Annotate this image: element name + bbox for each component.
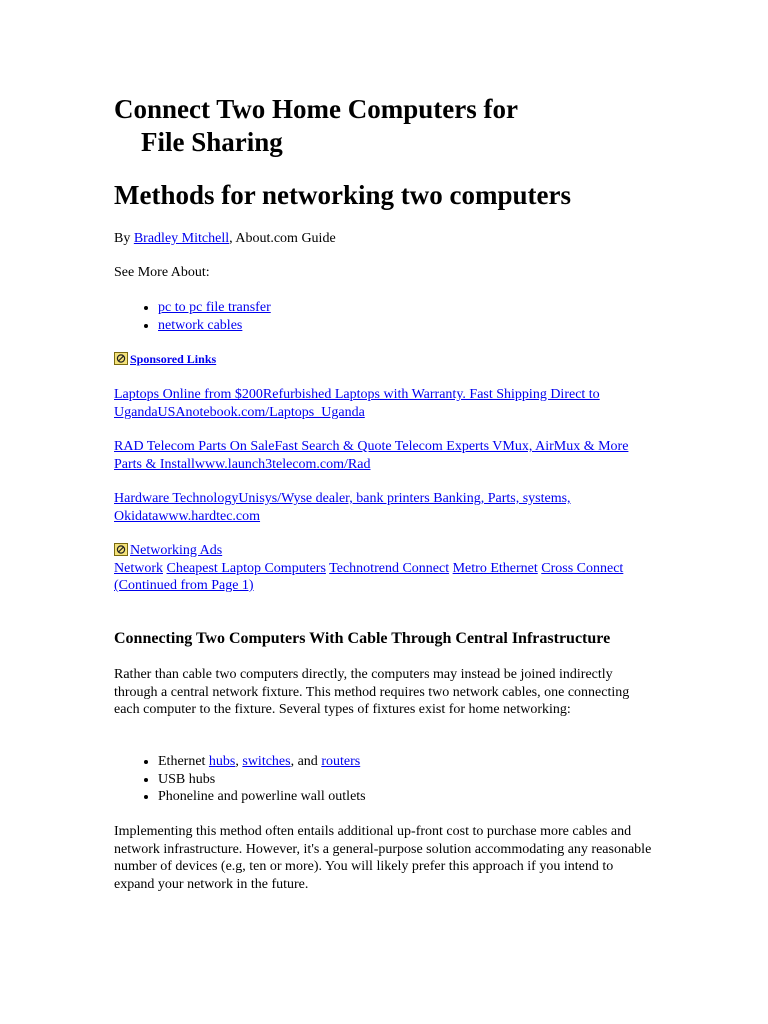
see-more-link-network-cables[interactable]: network cables [158,317,243,333]
see-more-link-file-transfer[interactable]: pc to pc file transfer [158,300,271,315]
list-item: • USB hubs [158,771,366,789]
ad-link-metro-ethernet[interactable]: Metro Ethernet [452,560,538,576]
networking-ads-links [114,560,654,578]
ad-link-cross-connect[interactable]: Cross Connect [541,560,624,576]
continued-from-page-link[interactable]: (Continued from Page 1) [114,578,254,593]
title-line-1: Connect Two Home Computers for [114,94,518,124]
routers-link[interactable]: routers [321,754,361,769]
see-more-list [114,299,271,334]
ad-link-hardware[interactable]: Hardware TechnologyUnisys/Wyse dealer, bank printers Banking, Parts, systems, Okidatawww.hardtec.com [114,491,571,524]
ad-link-cheapest-laptop[interactable]: Cheapest Laptop Computers [166,560,326,576]
title-line-2: File Sharing [141,127,283,157]
byline [114,230,654,248]
continued-line [114,577,654,595]
section-paragraph-1: Rather than cable two computers directly, the computers may instead be joined indirectly through a central network fixture. This method requires two network cables, one connecting each computer to the fixture. Several types of fixtures exist for home networking: [114,667,630,717]
sponsored-links-link[interactable]: Sponsored Links [130,352,217,366]
fixture-list [114,753,366,806]
networking-ads-link[interactable]: Networking Ads [130,543,223,558]
list-item [158,317,271,335]
bullet-separator: , [235,754,243,769]
author-link[interactable]: Bradley Mitchell [133,231,230,246]
page-subtitle: Methods for networking two computers [114,180,571,210]
ad-link-rad-telecom[interactable]: RAD Telecom Parts On SaleFast Search & Quote Telecom Experts VMux, AirMux & More Parts & Installwww.launch3telecom.com/Rad [114,439,629,472]
section-paragraph-2: Implementing this method often entails additional up-front cost to purchase more cables and network infrastructure. However, it's a general-purpose solution accommodating any reasonable number of devices (e.g, ten or more). You will likely prefer this approach if you intend to expand your network in the future. [114,824,652,892]
hubs-link[interactable]: hubs [208,754,236,769]
sponsored-ad-2 [114,438,654,473]
adchoices-icon[interactable] [114,543,128,556]
ad-link-network[interactable]: Network [114,560,163,576]
see-more-label: See More About: [114,265,210,280]
networking-ads-block [114,542,654,595]
ad-link-technotrend[interactable]: Technotrend Connect [329,560,450,576]
ad-link-laptops[interactable]: Laptops Online from $200Refurbished Laptops with Warranty. Fast Shipping Direct to UgandaUSAnotebook.com/Laptops_Uganda [114,387,600,420]
list-item [158,753,366,771]
byline-suffix: , About.com Guide [229,231,336,246]
list-item [158,299,271,317]
switches-link[interactable]: switches [242,754,291,769]
byline-prefix: By [114,231,134,246]
adchoices-icon[interactable] [114,352,128,365]
section-heading: Connecting Two Computers With Cable Through Central Infrastructure [114,630,611,647]
sponsored-ad-3 [114,490,654,525]
networking-ads-header [114,542,654,560]
sponsored-ad-1 [114,386,654,421]
page-title [114,93,654,159]
sponsored-links-header [114,351,654,369]
bullet-prefix: Ethernet [158,754,209,769]
list-item: • Phoneline and powerline wall outlets [158,788,366,806]
bullet-separator: , and [290,754,322,769]
